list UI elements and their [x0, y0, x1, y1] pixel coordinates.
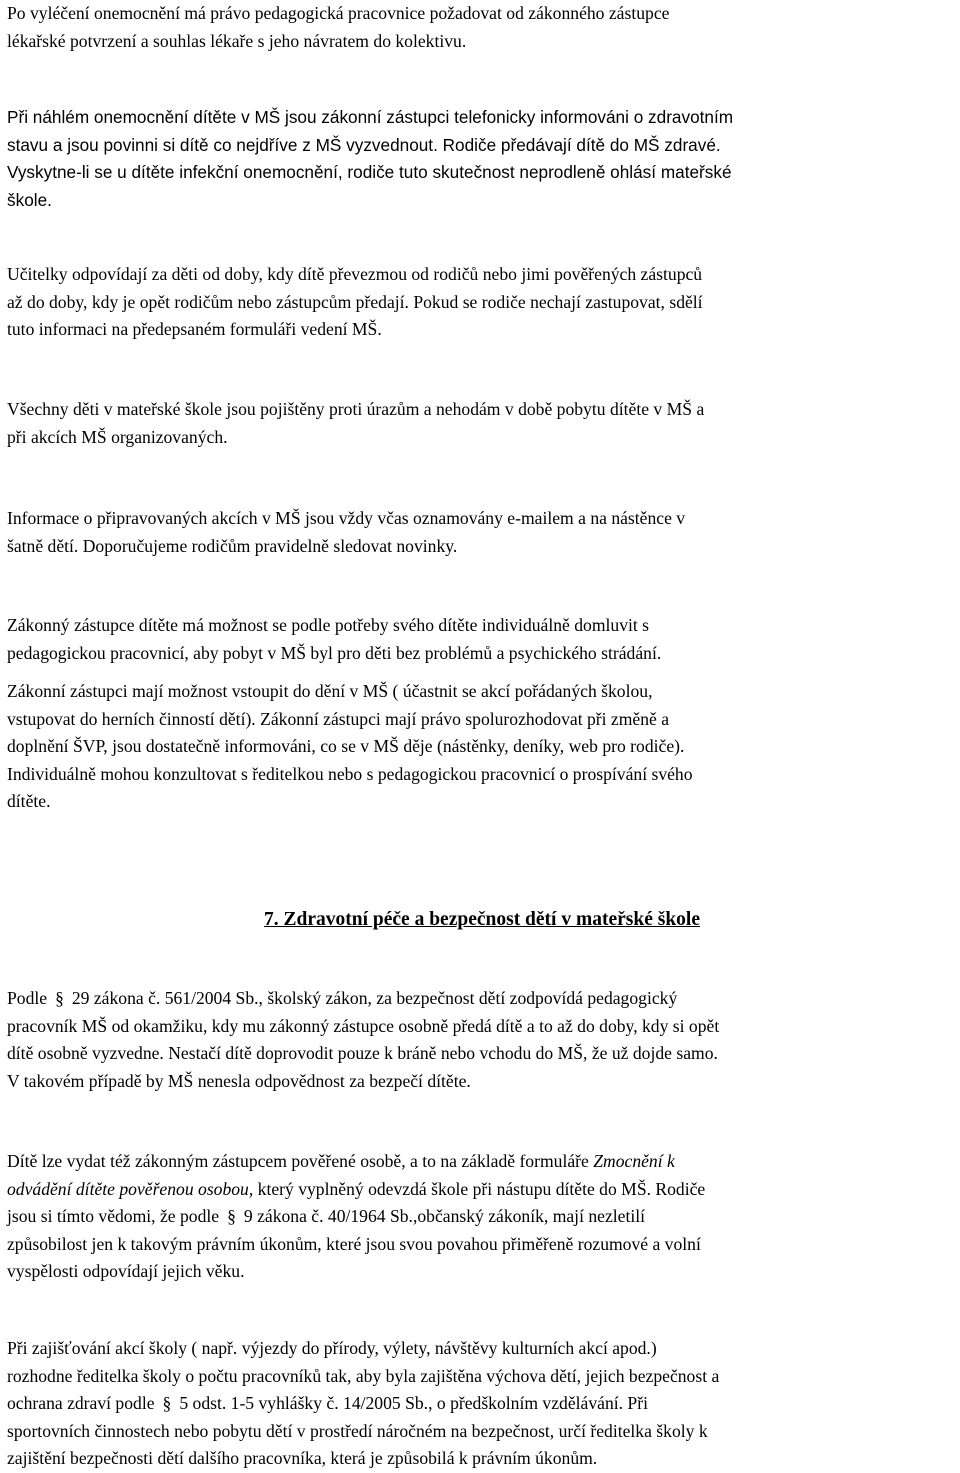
text-line: Při náhlém onemocnění dítěte v MŠ jsou zákonní zástupci telefonicky informováni o zdravotním: [7, 107, 734, 127]
text-line: doplnění ŠVP, jsou dostatečně informováni, co se v MŠ děje (nástěnky, deníky, web pro rodiče).: [7, 736, 685, 756]
text-line: Informace o připravovaných akcích v MŠ jsou vždy včas oznamovány e-mailem a na nástěnce v: [7, 508, 686, 528]
paragraph-sudden-illness: [7, 104, 957, 214]
section-sign: §: [55, 988, 64, 1008]
text-line: Při zajišťování akcí školy ( např. výjezdy do přírody, výlety, návštěvy kulturních akcí apod.): [7, 1338, 657, 1358]
text-fragment: který vyplněný odevzdá škole při nástupu dítěte do MŠ. Rodiče: [253, 1178, 706, 1199]
text-line: rozhodne ředitelka školy o počtu pracovníků tak, aby byla zajištěna výchova dětí, jejich bezpečnost a: [7, 1365, 720, 1386]
paragraph-safety-responsibility: [7, 985, 957, 1095]
text-fragment: 5 odst. 1-5 vyhlášky č. 14/2005 Sb., o předškolním vzdělávání. Při: [179, 1393, 648, 1413]
form-name-italic: Zmocnění k: [593, 1151, 675, 1171]
form-name-italic: odvádění dítěte pověřenou osobou,: [7, 1178, 254, 1199]
text-line: [7, 985, 957, 1013]
text-line: sportovních činnostech nebo pobytu dětí v prostředí náročném na bezpečnost, určí ředitelka školy k: [7, 1420, 708, 1441]
text-line: až do doby, kdy je opět rodičům nebo zástupcům předají. Pokud se rodiče nechají zastupovat, sdělí: [7, 291, 703, 312]
paragraph-guardian-participation: [7, 678, 957, 816]
text-line: [7, 1176, 957, 1204]
text-line: [7, 1148, 957, 1176]
text-line: zajištění bezpečnosti dětí dalšího pracovníka, která je způsobilá k právním úkonům.: [7, 1448, 598, 1468]
text-fragment: Dítě lze vydat též zákonným zástupcem pověřené osobě, a to na základě formuláře: [7, 1151, 594, 1171]
paragraph-event-info: [7, 505, 957, 560]
paragraph-school-events: [7, 1335, 957, 1473]
text-line: Po vyléčení onemocnění má právo pedagogická pracovnice požadovat od zákonného zástupce: [7, 3, 670, 23]
text-line: vstupovat do herních činností dětí). Zákonní zástupci mají právo spolurozhodovat při změně a: [7, 708, 670, 729]
text-line: lékařské potvrzení a souhlas lékaře s jeho návratem do kolektivu.: [7, 30, 467, 51]
section-sign: §: [162, 1393, 172, 1413]
text-line: šatně dětí. Doporučujeme rodičům pravidelně sledovat novinky.: [7, 535, 458, 556]
paragraph-teacher-responsibility: [7, 261, 957, 344]
text-line: [7, 1390, 957, 1418]
text-line: vyspělosti odpovídají jejich věku.: [7, 1261, 245, 1281]
text-line: při akcích MŠ organizovaných.: [7, 426, 228, 447]
text-line: pracovník MŠ od okamžiku, kdy mu zákonný zástupce osobně předá dítě a to až do doby, kdy si opět: [7, 1015, 720, 1036]
text-line: dítěte.: [7, 791, 51, 811]
paragraph-insurance: [7, 396, 957, 451]
text-line: V takovém případě by MŠ nenesla odpovědnost za bezpečí dítěte.: [7, 1070, 471, 1091]
text-line: tuto informaci na předepsaném formuláři vedení MŠ.: [7, 319, 382, 339]
text-line: Všechny děti v mateřské škole jsou pojištěny proti úrazům a nehodám v době pobytu dítěte v MŠ a: [7, 399, 705, 419]
text-line: Učitelky odpovídají za děti od doby, kdy dítě převezmou od rodičů nebo jimi pověřených zástupců: [7, 264, 703, 284]
text-fragment: jsou si tímto vědomi, že podle: [7, 1206, 220, 1226]
text-line: Individuálně mohou konzultovat s ředitelkou nebo s pedagogickou pracovnicí o prospívání svého: [7, 763, 693, 784]
section-heading: 7. Zdravotní péče a bezpečnost dětí v mateřské škole: [264, 909, 700, 930]
paragraph-recovery-note: [7, 0, 957, 55]
text-line: stavu a jsou povinni si dítě co nejdříve z MŠ vyzvednout. Rodiče předávají dítě do MŠ zdravé.: [7, 134, 721, 155]
text-fragment: Podle: [7, 988, 48, 1008]
paragraph-authorized-person: [7, 1148, 957, 1286]
text-fragment: ochrana zdraví podle: [7, 1393, 155, 1413]
text-fragment: 29 zákona č. 561/2004 Sb., školský zákon, za bezpečnost dětí zodpovídá pedagogický: [71, 988, 678, 1008]
text-line: Zákonní zástupci mají možnost vstoupit do dění v MŠ ( účastnit se akcí pořádaných školou,: [7, 681, 653, 701]
text-line: způsobilost jen k takovým právním úkonům, které jsou svou povahou přiměřeně rozumové a volní: [7, 1233, 701, 1254]
paragraph-guardian-agreement: [7, 612, 957, 667]
text-line: Zákonný zástupce dítěte má možnost se podle potřeby svého dítěte individuálně domluvit s: [7, 615, 650, 635]
text-line: škole.: [7, 189, 52, 210]
text-line: Vyskytne-li se u dítěte infekční onemocnění, rodiče tuto skutečnost neprodleně ohlásí mateřské: [7, 162, 732, 182]
text-line: pedagogickou pracovnicí, aby pobyt v MŠ byl pro děti bez problémů a psychického strádání.: [7, 642, 662, 663]
section-sign: §: [227, 1206, 236, 1226]
text-line: dítě osobně vyzvedne. Nestačí dítě doprovodit pouze k bráně nebo vchodu do MŠ, že už dojde samo.: [7, 1043, 718, 1063]
text-line: [7, 1203, 957, 1231]
text-fragment: 9 zákona č. 40/1964 Sb.,občanský zákoník, mají nezletilí: [243, 1206, 646, 1226]
